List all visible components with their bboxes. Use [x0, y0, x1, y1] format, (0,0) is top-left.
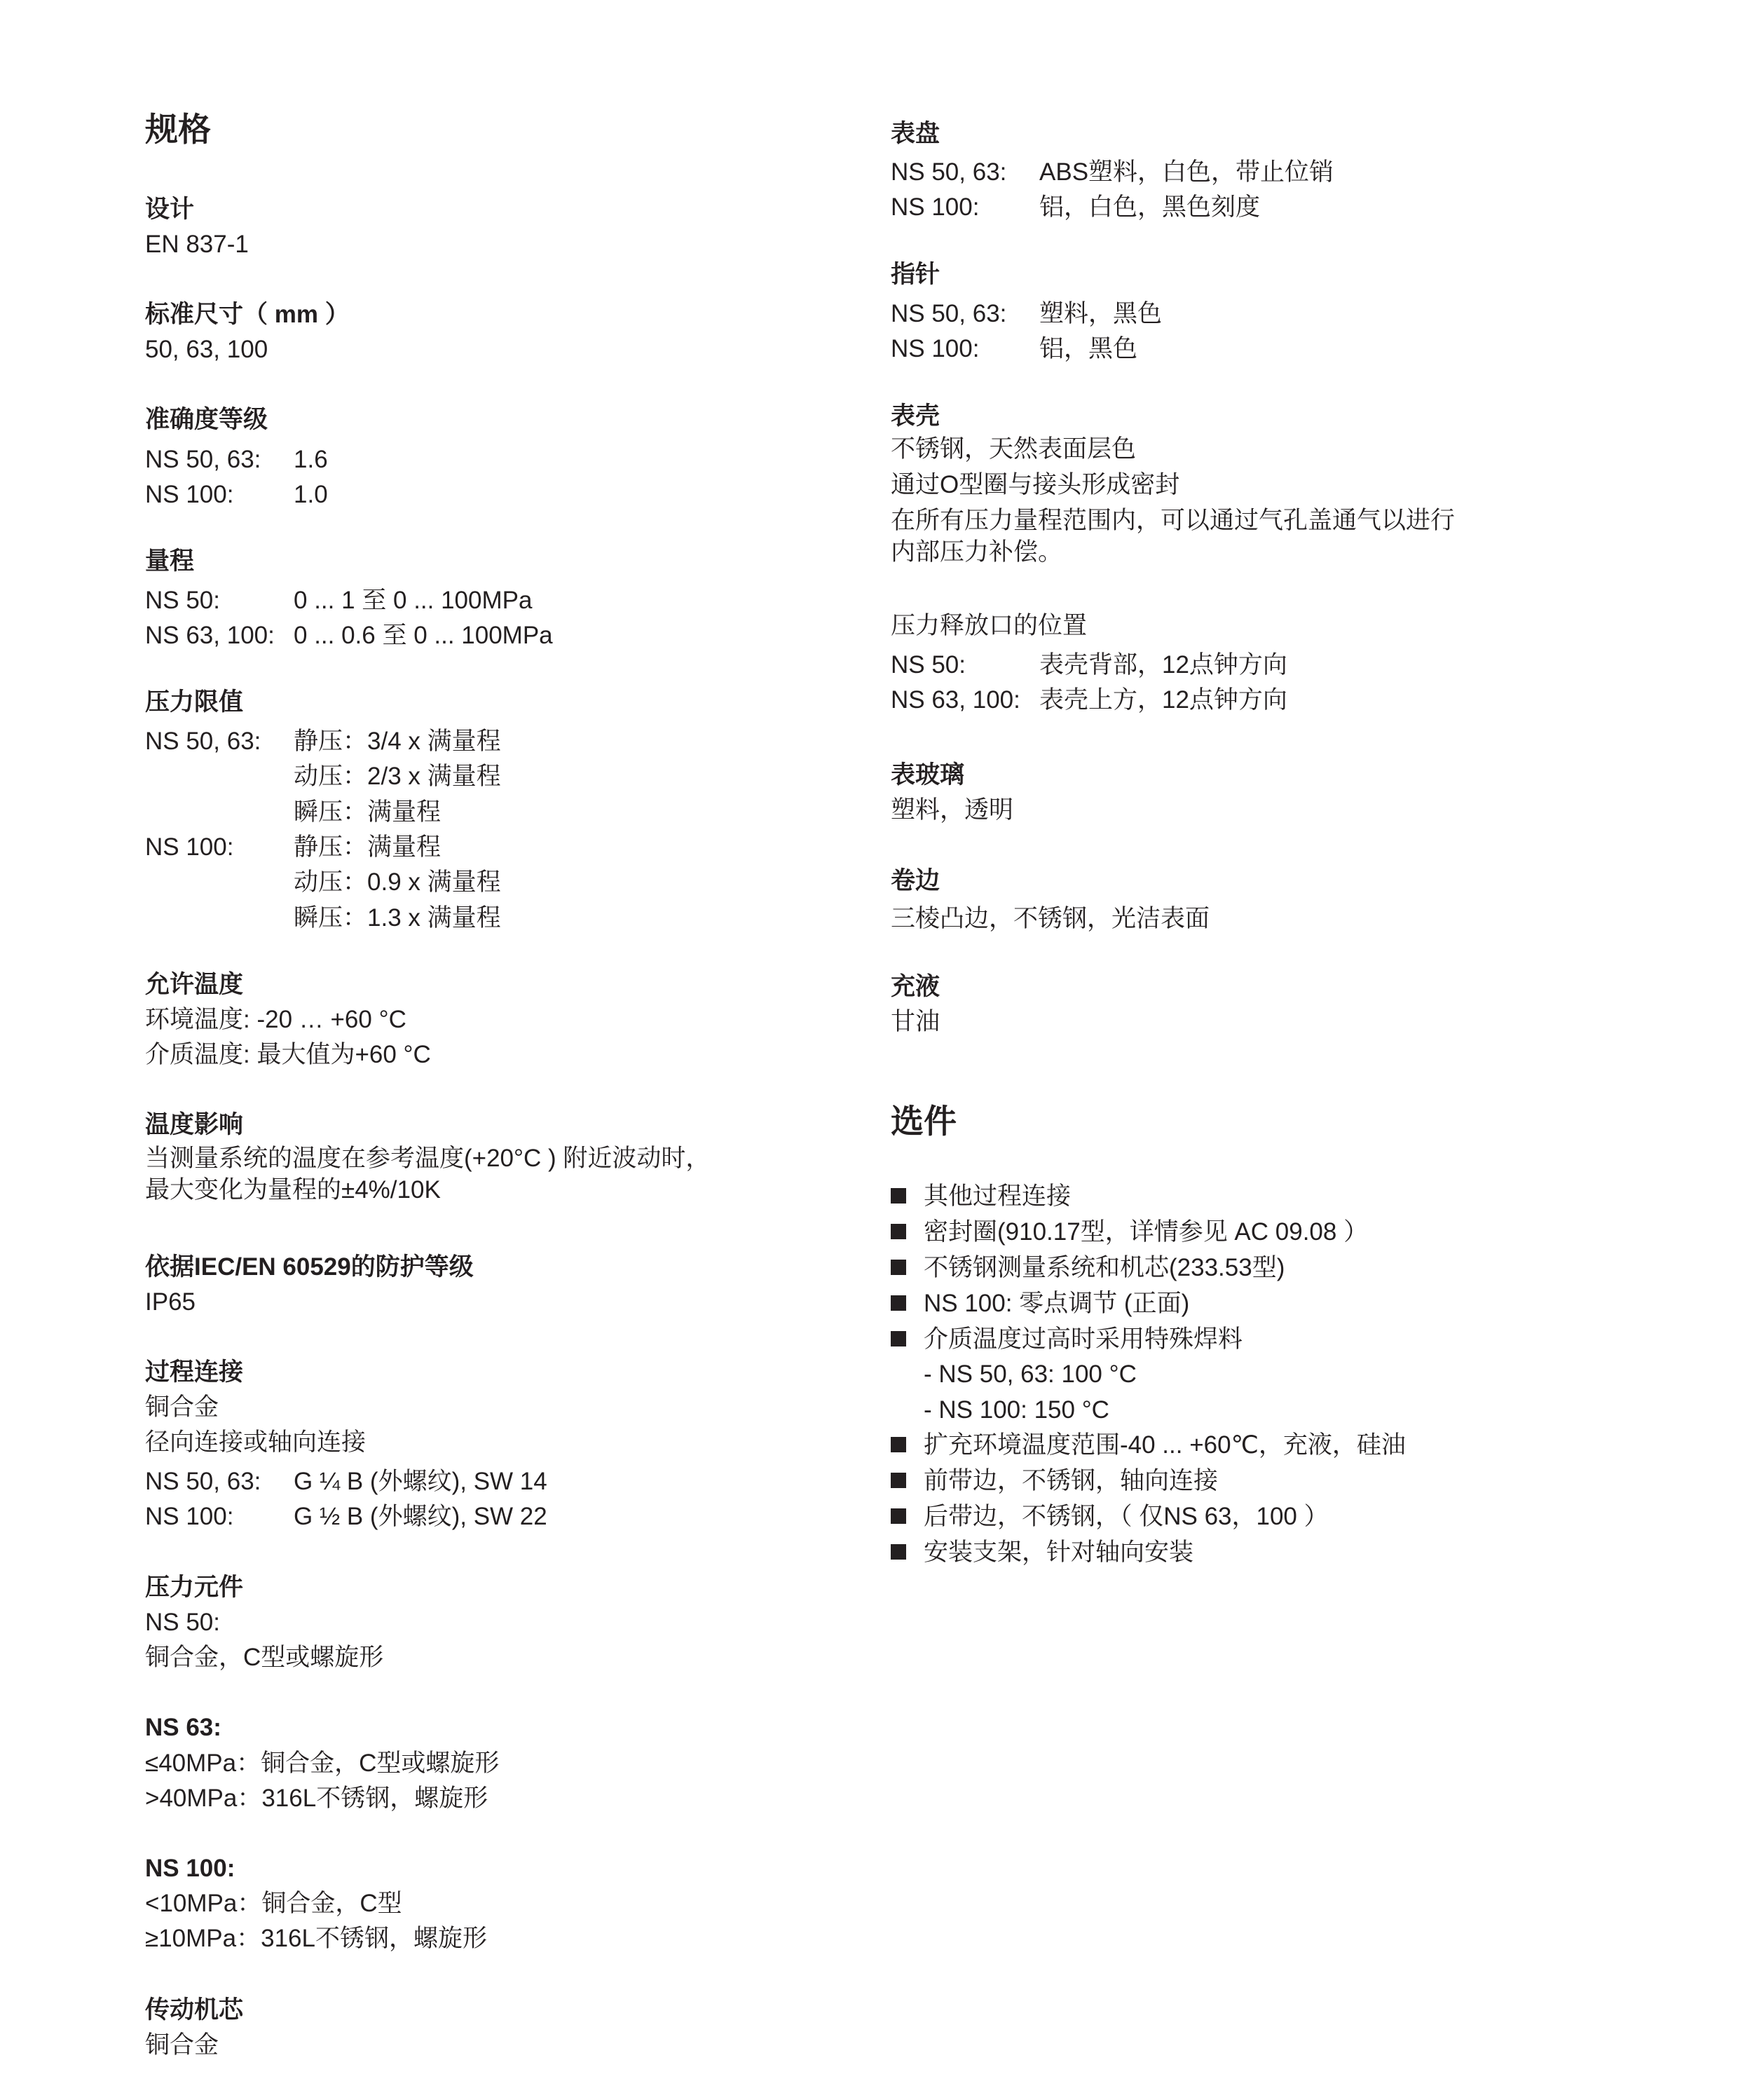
specs-title: 规格: [145, 111, 211, 148]
ns63-line-1: ≤40MPa：铜合金，C型或螺旋形: [145, 1750, 500, 1777]
design-heading: 设计: [145, 196, 195, 223]
ns100-line-2: ≥10MPa：316L不锈钢，螺旋形: [145, 1925, 487, 1952]
bullet-square-icon: [891, 1331, 906, 1346]
case-heading: 表壳: [891, 402, 940, 430]
temp-effect-line-2: 最大变化为量程的±4%/10K: [145, 1176, 441, 1204]
vent-label-2: NS 63, 100:: [891, 686, 1020, 714]
option-sub-item: - NS 100: 150 °C: [924, 1396, 1109, 1424]
dial-value-1: ABS塑料，白色，带止位销: [1039, 158, 1334, 186]
accuracy-label-1: NS 50, 63:: [145, 446, 261, 473]
ring-heading: 卷边: [891, 867, 940, 894]
options-title: 选件: [891, 1103, 957, 1140]
pressure-limit-dynamic-1: 动压：2/3 x 满量程: [294, 763, 501, 790]
range-label-2: NS 63, 100:: [145, 622, 275, 649]
case-line-1: 不锈钢，天然表面层色: [891, 435, 1137, 463]
temp-effect-heading: 温度影响: [145, 1111, 244, 1138]
range-value-2: 0 ... 0.6 至 0 ... 100MPa: [294, 622, 553, 649]
ns63-heading: NS 63:: [145, 1714, 221, 1741]
element-ns50-value: 铜合金，C型或螺旋形: [145, 1644, 384, 1671]
temperature-heading: 允许温度: [145, 971, 244, 998]
option-item: 安装支架，针对轴向安装: [891, 1535, 1193, 1570]
pressure-limit-transient-2: 瞬压：1.3 x 满量程: [294, 904, 501, 932]
pointer-value-2: 铝，黑色: [1039, 335, 1138, 362]
medium-temperature: 介质温度: 最大值为+60 °C: [145, 1041, 431, 1068]
range-label-1: NS 50:: [145, 587, 220, 614]
option-item: 扩充环境温度范围-40 ... +60℃，充液，硅油: [891, 1428, 1406, 1463]
bullet-square-icon: [891, 1437, 906, 1452]
option-item: NS 100: 零点调节 (正面): [891, 1286, 1189, 1321]
element-ns50-label: NS 50:: [145, 1609, 220, 1636]
pressure-limit-label-1: NS 50, 63:: [145, 728, 261, 755]
bullet-square-icon: [891, 1473, 906, 1488]
ns63-line-2: >40MPa：316L不锈钢，螺旋形: [145, 1785, 488, 1812]
window-value: 塑料，透明: [891, 796, 1014, 824]
process-connection-label-1: NS 50, 63:: [145, 1468, 261, 1495]
accuracy-heading: 准确度等级: [145, 406, 268, 433]
accuracy-label-2: NS 100:: [145, 481, 234, 508]
accuracy-value-2: 1.0: [294, 481, 328, 508]
dial-heading: 表盘: [891, 120, 940, 147]
option-item: 后带边，不锈钢，（ 仅NS 63，100 ）: [891, 1499, 1329, 1534]
pointer-label-2: NS 100:: [891, 335, 980, 362]
ring-value: 三棱凸边，不锈钢，光洁表面: [891, 905, 1210, 932]
vent-value-1: 表壳背部，12点钟方向: [1039, 651, 1287, 679]
accuracy-value-1: 1.6: [294, 446, 328, 473]
range-heading: 量程: [145, 547, 195, 575]
bullet-square-icon: [891, 1508, 906, 1524]
vent-title: 压力释放口的位置: [891, 612, 1088, 639]
option-item: 前带边，不锈钢，轴向连接: [891, 1464, 1218, 1499]
option-item: 其他过程连接: [891, 1179, 1071, 1214]
design-value: EN 837-1: [145, 231, 249, 258]
movement-heading: 传动机芯: [145, 1996, 244, 2024]
process-connection-type: 径向连接或轴向连接: [145, 1429, 367, 1456]
pressure-limit-static-1: 静压：3/4 x 满量程: [294, 728, 501, 755]
option-sub-item: - NS 50, 63: 100 °C: [924, 1361, 1137, 1388]
size-value: 50, 63, 100: [145, 336, 268, 363]
pointer-value-1: 塑料，黑色: [1039, 300, 1163, 327]
dial-value-2: 铝，白色，黑色刻度: [1039, 193, 1261, 221]
vent-value-2: 表壳上方，12点钟方向: [1039, 686, 1287, 714]
pressure-limit-label-2: NS 100:: [145, 833, 234, 861]
bullet-square-icon: [891, 1224, 906, 1239]
ambient-temperature: 环境温度: -20 … +60 °C: [145, 1006, 406, 1033]
ingress-value: IP65: [145, 1288, 196, 1316]
ingress-heading: 依据IEC/EN 60529的防护等级: [145, 1253, 474, 1281]
option-item: 介质温度过高时采用特殊焊料: [891, 1322, 1243, 1357]
pressure-limit-transient-1: 瞬压：满量程: [294, 798, 442, 826]
bullet-square-icon: [891, 1295, 906, 1311]
case-line-4: 内部压力补偿。: [891, 538, 1063, 566]
bullet-square-icon: [891, 1260, 906, 1275]
bullet-square-icon: [891, 1188, 906, 1204]
process-connection-label-2: NS 100:: [145, 1503, 234, 1530]
process-connection-material: 铜合金: [145, 1393, 219, 1421]
pointer-label-1: NS 50, 63:: [891, 300, 1007, 327]
ns100-line-1: <10MPa：铜合金，C型: [145, 1890, 402, 1917]
element-heading: 压力元件: [145, 1574, 244, 1601]
pressure-limit-heading: 压力限值: [145, 688, 244, 716]
ns100-heading: NS 100:: [145, 1855, 235, 1882]
window-heading: 表玻璃: [891, 761, 965, 789]
movement-value: 铜合金: [145, 2031, 219, 2059]
dial-label-2: NS 100:: [891, 193, 980, 221]
process-connection-value-1: G ¼ B (外螺纹), SW 14: [294, 1468, 547, 1495]
case-line-3: 在所有压力量程范围内，可以通过气孔盖通气以进行: [891, 507, 1456, 534]
range-value-1: 0 ... 1 至 0 ... 100MPa: [294, 587, 533, 614]
fill-value: 甘油: [891, 1008, 940, 1035]
temp-effect-line-1: 当测量系统的温度在参考温度(+20°C ) 附近波动时，: [145, 1145, 711, 1172]
fill-heading: 充液: [891, 973, 940, 1000]
pressure-limit-dynamic-2: 动压：0.9 x 满量程: [294, 868, 501, 896]
process-connection-heading: 过程连接: [145, 1358, 244, 1386]
process-connection-value-2: G ½ B (外螺纹), SW 22: [294, 1503, 547, 1530]
pressure-limit-static-2: 静压：满量程: [294, 833, 442, 861]
dial-label-1: NS 50, 63:: [891, 158, 1007, 186]
size-heading: 标准尺寸（ mm ）: [145, 301, 350, 328]
option-item: 不锈钢测量系统和机芯(233.53型): [891, 1250, 1285, 1286]
case-line-2: 通过O型圈与接头形成密封: [891, 471, 1180, 498]
option-item: 密封圈(910.17型，详情参见 AC 09.08 ）: [891, 1215, 1368, 1250]
pointer-heading: 指针: [891, 261, 940, 288]
vent-label-1: NS 50:: [891, 651, 966, 679]
bullet-square-icon: [891, 1544, 906, 1560]
